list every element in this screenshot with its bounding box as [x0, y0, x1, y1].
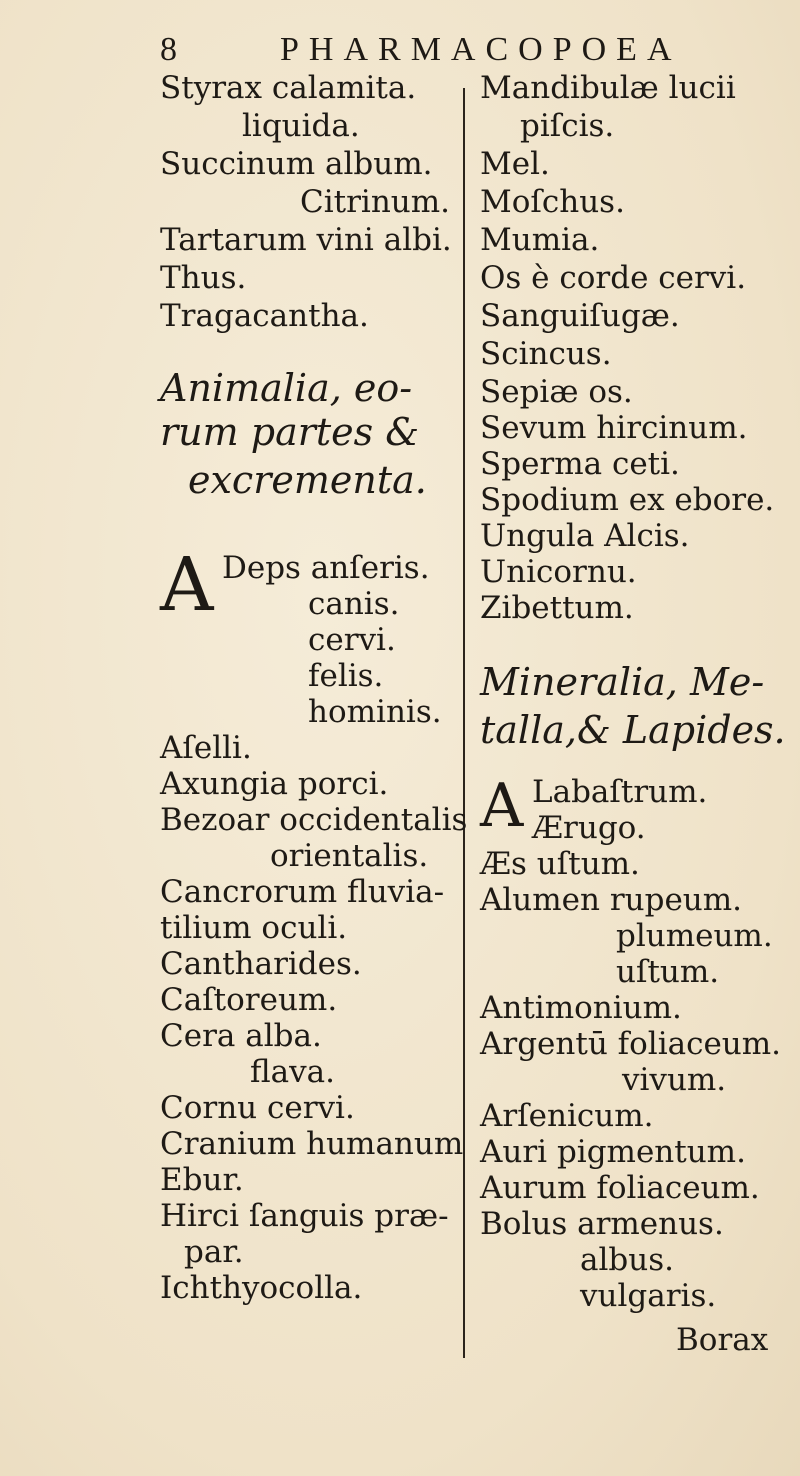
entry: Arſenicum.	[480, 1098, 654, 1134]
entry: Moſchus.	[480, 184, 625, 220]
entry: Axungia porci.	[160, 766, 389, 802]
entry: Unicornu.	[480, 554, 637, 590]
entry: felis.	[308, 658, 384, 694]
entry: plumeum.	[616, 918, 773, 954]
entry: Cantharides.	[160, 946, 362, 982]
entry: orientalis.	[270, 838, 429, 874]
entry: Succinum album.	[160, 146, 433, 182]
entry: Thus.	[160, 260, 247, 296]
drop-cap: A	[480, 771, 524, 841]
entry: Mel.	[480, 146, 550, 182]
entry: Sperma ceti.	[480, 446, 680, 482]
entry: Cornu cervi.	[160, 1090, 355, 1126]
entry: Sevum hircinum.	[480, 410, 748, 446]
section-heading: Mineralia, Me-	[480, 660, 765, 704]
entry: Ærugo.	[532, 810, 646, 846]
entry: Spodium ex ebore.	[480, 482, 775, 518]
entry: Bezoar occidentalis	[160, 802, 468, 838]
entry: Sepiæ os.	[480, 374, 633, 410]
entry: Citrinum.	[300, 184, 451, 220]
entry: cervi.	[308, 622, 396, 658]
entry: albus.	[580, 1242, 674, 1278]
entry: tilium oculi.	[160, 910, 348, 946]
entry: liquida.	[242, 108, 360, 144]
entry: Aurum foliaceum.	[480, 1170, 760, 1206]
entry: Ebur.	[160, 1162, 244, 1198]
entry: uſtum.	[616, 954, 720, 990]
entry: Sanguiſugæ.	[480, 298, 680, 334]
section-heading: excrementa.	[188, 458, 427, 502]
entry: vivum.	[622, 1062, 727, 1098]
entry: Antimonium.	[480, 990, 682, 1026]
entry: piſcis.	[520, 108, 615, 144]
entry: Bolus armenus.	[480, 1206, 724, 1242]
entry: par.	[184, 1234, 244, 1270]
entry: flava.	[250, 1054, 336, 1090]
entry: Argentū foliaceum.	[480, 1026, 782, 1062]
entry: Hirci ſanguis præ-	[160, 1198, 449, 1234]
entry: Aſelli.	[160, 730, 252, 766]
entry: Labaſtrum.	[532, 774, 708, 810]
entry: Tragacantha.	[160, 298, 369, 334]
running-title: PHARMACOPOEA	[280, 31, 682, 68]
entry: Deps anſeris.	[222, 550, 430, 586]
entry: Ungula Alcis.	[480, 518, 690, 554]
entry: Cancrorum fluvia-	[160, 874, 445, 910]
entry: Os è corde cervi.	[480, 260, 747, 296]
entry: vulgaris.	[580, 1278, 717, 1314]
section-heading: rum partes &	[160, 410, 420, 454]
entry: Æs uſtum.	[480, 846, 640, 882]
section-heading: talla,& Lapides.	[480, 708, 786, 752]
page-number: 8	[160, 31, 177, 68]
entry: canis.	[308, 586, 400, 622]
entry: Tartarum vini albi.	[160, 222, 452, 258]
entry: Styrax calamita.	[160, 70, 417, 106]
section-heading: Animalia, eo-	[160, 366, 413, 410]
drop-cap: A	[160, 542, 214, 628]
entry: Mumia.	[480, 222, 600, 258]
entry: Zibettum.	[480, 590, 634, 626]
entry: Scincus.	[480, 336, 612, 372]
entry: Cranium humanum	[160, 1126, 464, 1162]
entry: Cera alba.	[160, 1018, 322, 1054]
catchword: Borax	[676, 1322, 769, 1358]
entry: Alumen rupeum.	[480, 882, 743, 918]
column-divider	[463, 88, 465, 1358]
entry: Caſtoreum.	[160, 982, 338, 1018]
entry: Ichthyocolla.	[160, 1270, 363, 1306]
entry: hominis.	[308, 694, 442, 730]
entry: Mandibulæ lucii	[480, 70, 736, 106]
entry: Auri pigmentum.	[480, 1134, 746, 1170]
page-header	[160, 30, 800, 70]
